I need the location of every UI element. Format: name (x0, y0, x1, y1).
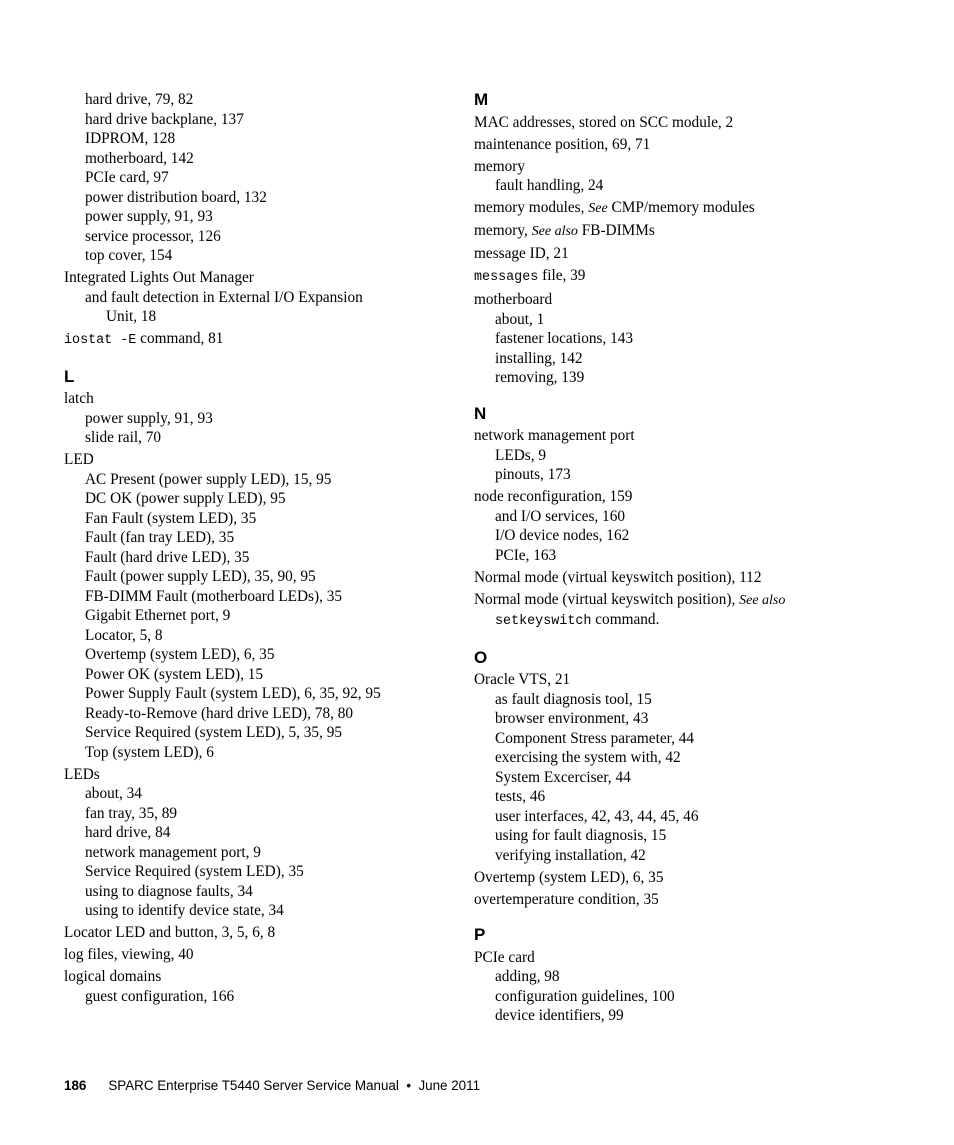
index-subentry: and fault detection in External I/O Expansion (85, 288, 363, 306)
index-entry: Oracle VTS, 21 (474, 671, 571, 688)
index-subentry: Fault (hard drive LED), 35 (85, 548, 250, 566)
index-subentry: Unit, 18 (106, 308, 157, 325)
cross-reference: See (588, 201, 608, 216)
index-subentry: power supply, 91, 93 (85, 409, 213, 427)
index-subentry: adding, 98 (495, 968, 560, 985)
index-subentry: installing, 142 (495, 349, 583, 367)
index-letter-heading: P (474, 925, 486, 944)
publication-date: June 2011 (418, 1078, 481, 1093)
index-subentry: PCIe, 163 (495, 546, 557, 564)
entry-text: CMP/memory modules (607, 199, 755, 216)
index-entry: node reconfiguration, 159 (474, 488, 633, 505)
index-subentry: power distribution board, 132 (85, 188, 267, 206)
index-entry: latch (64, 390, 94, 407)
index-subentry: user interfaces, 42, 43, 44, 45, 46 (495, 807, 699, 825)
index-subentry: service processor, 126 (85, 227, 221, 245)
index-entry: logical domains (64, 968, 162, 985)
index-subentry: removing, 139 (495, 369, 585, 386)
index-entry (474, 221, 844, 242)
index-entry: Normal mode (virtual keyswitch position), 112 (474, 568, 762, 586)
index-subentry: about, 34 (85, 785, 142, 802)
index-column-left (64, 90, 434, 1006)
index-letter-heading: L (64, 366, 75, 386)
index-entry: overtemperature condition, 35 (474, 890, 659, 908)
index-subentry: hard drive, 79, 82 (85, 91, 194, 108)
index-subentry: Ready-to-Remove (hard drive LED), 78, 80 (85, 704, 354, 722)
cross-reference: See also (531, 224, 578, 239)
index-subentry: fan tray, 35, 89 (85, 804, 178, 822)
index-subentry: using to diagnose faults, 34 (85, 882, 253, 900)
entry-text: FB-DIMMs (577, 222, 655, 239)
index-subentry: AC Present (power supply LED), 15, 95 (85, 470, 332, 488)
index-subentry: Overtemp (system LED), 6, 35 (85, 646, 275, 663)
index-entry (474, 198, 844, 219)
index-entry: network management port (474, 427, 635, 444)
entry-text: Normal mode (virtual keyswitch position), (474, 590, 740, 608)
cross-reference: See also (739, 592, 786, 608)
index-subentry: slide rail, 70 (85, 429, 162, 446)
index-subentry: pinouts, 173 (495, 466, 571, 483)
index-entry: log files, viewing, 40 (64, 946, 194, 963)
index-subentry: Top (system LED), 6 (85, 743, 214, 761)
page-footer (64, 1078, 480, 1093)
index-subentry: IDPROM, 128 (85, 130, 176, 147)
index-subentry: I/O device nodes, 162 (495, 527, 630, 544)
entry-text: memory, (474, 222, 532, 239)
index-entry: Overtemp (system LED), 6, 35 (474, 868, 664, 886)
index-subentry: fault handling, 24 (495, 177, 604, 194)
index-subentry: guest configuration, 166 (85, 987, 235, 1005)
index-subentry: System Excerciser, 44 (495, 768, 631, 786)
index-subentry: browser environment, 43 (495, 710, 649, 727)
index-entry (474, 590, 844, 611)
page-number: 186 (64, 1078, 87, 1093)
index-subentry: Component Stress parameter, 44 (495, 729, 695, 747)
code-term: iostat -E (64, 333, 137, 348)
index-subentry: fastener locations, 143 (495, 330, 634, 347)
index-letter-heading: O (474, 647, 488, 667)
index-subentry: tests, 46 (495, 788, 546, 805)
code-term: setkeyswitch (495, 614, 592, 629)
manual-title: SPARC Enterprise T5440 Server Service Manual (108, 1078, 399, 1093)
index-subentry: PCIe card, 97 (85, 169, 169, 186)
index-subentry: and I/O services, 160 (495, 507, 625, 525)
index-subentry: using for fault diagnosis, 15 (495, 827, 667, 844)
index-subentry: Service Required (system LED), 5, 35, 95 (85, 724, 343, 741)
index-subentry: network management port, 9 (85, 843, 261, 861)
index-entry: memory (474, 157, 525, 175)
index-entry: PCIe card (474, 948, 535, 966)
index-subentry: FB-DIMM Fault (motherboard LEDs), 35 (85, 587, 343, 605)
index-subentry: LEDs, 9 (495, 446, 546, 464)
entry-text: memory modules, (474, 199, 589, 216)
index-subentry: device identifiers, 99 (495, 1007, 624, 1024)
index-entry (64, 329, 434, 351)
index-entry: motherboard (474, 291, 553, 308)
index-subentry: hard drive backplane, 137 (85, 110, 244, 128)
index-entry: Locator LED and button, 3, 5, 6, 8 (64, 924, 276, 941)
index-subentry: hard drive, 84 (85, 824, 171, 841)
index-letter-heading: M (474, 90, 489, 109)
index-subentry: verifying installation, 42 (495, 846, 646, 864)
index-subentry: configuration guidelines, 100 (495, 987, 675, 1005)
index-subentry: Locator, 5, 8 (85, 626, 163, 644)
index-subentry: Fan Fault (system LED), 35 (85, 509, 257, 527)
index-subentry: Power Supply Fault (system LED), 6, 35, 92, 95 (85, 685, 381, 702)
index-letter-heading: N (474, 403, 487, 423)
footer-bullet: • (406, 1078, 412, 1093)
index-subentry: using to identify device state, 34 (85, 902, 284, 919)
index-entry (474, 266, 844, 288)
index-subentry: Fault (fan tray LED), 35 (85, 529, 235, 546)
index-subentry: power supply, 91, 93 (85, 208, 213, 225)
index-subentry: Fault (power supply LED), 35, 90, 95 (85, 568, 316, 585)
index-subentry (474, 610, 844, 632)
index-entry: MAC addresses, stored on SCC module, 2 (474, 113, 734, 131)
code-term: messages (474, 270, 539, 285)
index-subentry: motherboard, 142 (85, 149, 194, 167)
index-subentry: Service Required (system LED), 35 (85, 863, 304, 880)
entry-text: file, 39 (538, 267, 586, 284)
index-subentry: Gigabit Ethernet port, 9 (85, 607, 231, 624)
index-entry: message ID, 21 (474, 245, 569, 262)
index-entry: LEDs (64, 765, 100, 783)
index-entry: Integrated Lights Out Manager (64, 269, 254, 286)
index-entry: maintenance position, 69, 71 (474, 135, 651, 153)
index-subentry: Power OK (system LED), 15 (85, 665, 264, 683)
index-subentry: DC OK (power supply LED), 95 (85, 490, 286, 507)
index-column-right (474, 90, 844, 1026)
index-subentry: as fault diagnosis tool, 15 (495, 690, 652, 708)
index-entry: LED (64, 451, 94, 468)
index-subentry: about, 1 (495, 310, 545, 328)
entry-text: command, 81 (136, 330, 224, 347)
entry-text: command. (591, 611, 660, 628)
index-subentry: top cover, 154 (85, 247, 173, 264)
index-subentry: exercising the system with, 42 (495, 749, 681, 766)
